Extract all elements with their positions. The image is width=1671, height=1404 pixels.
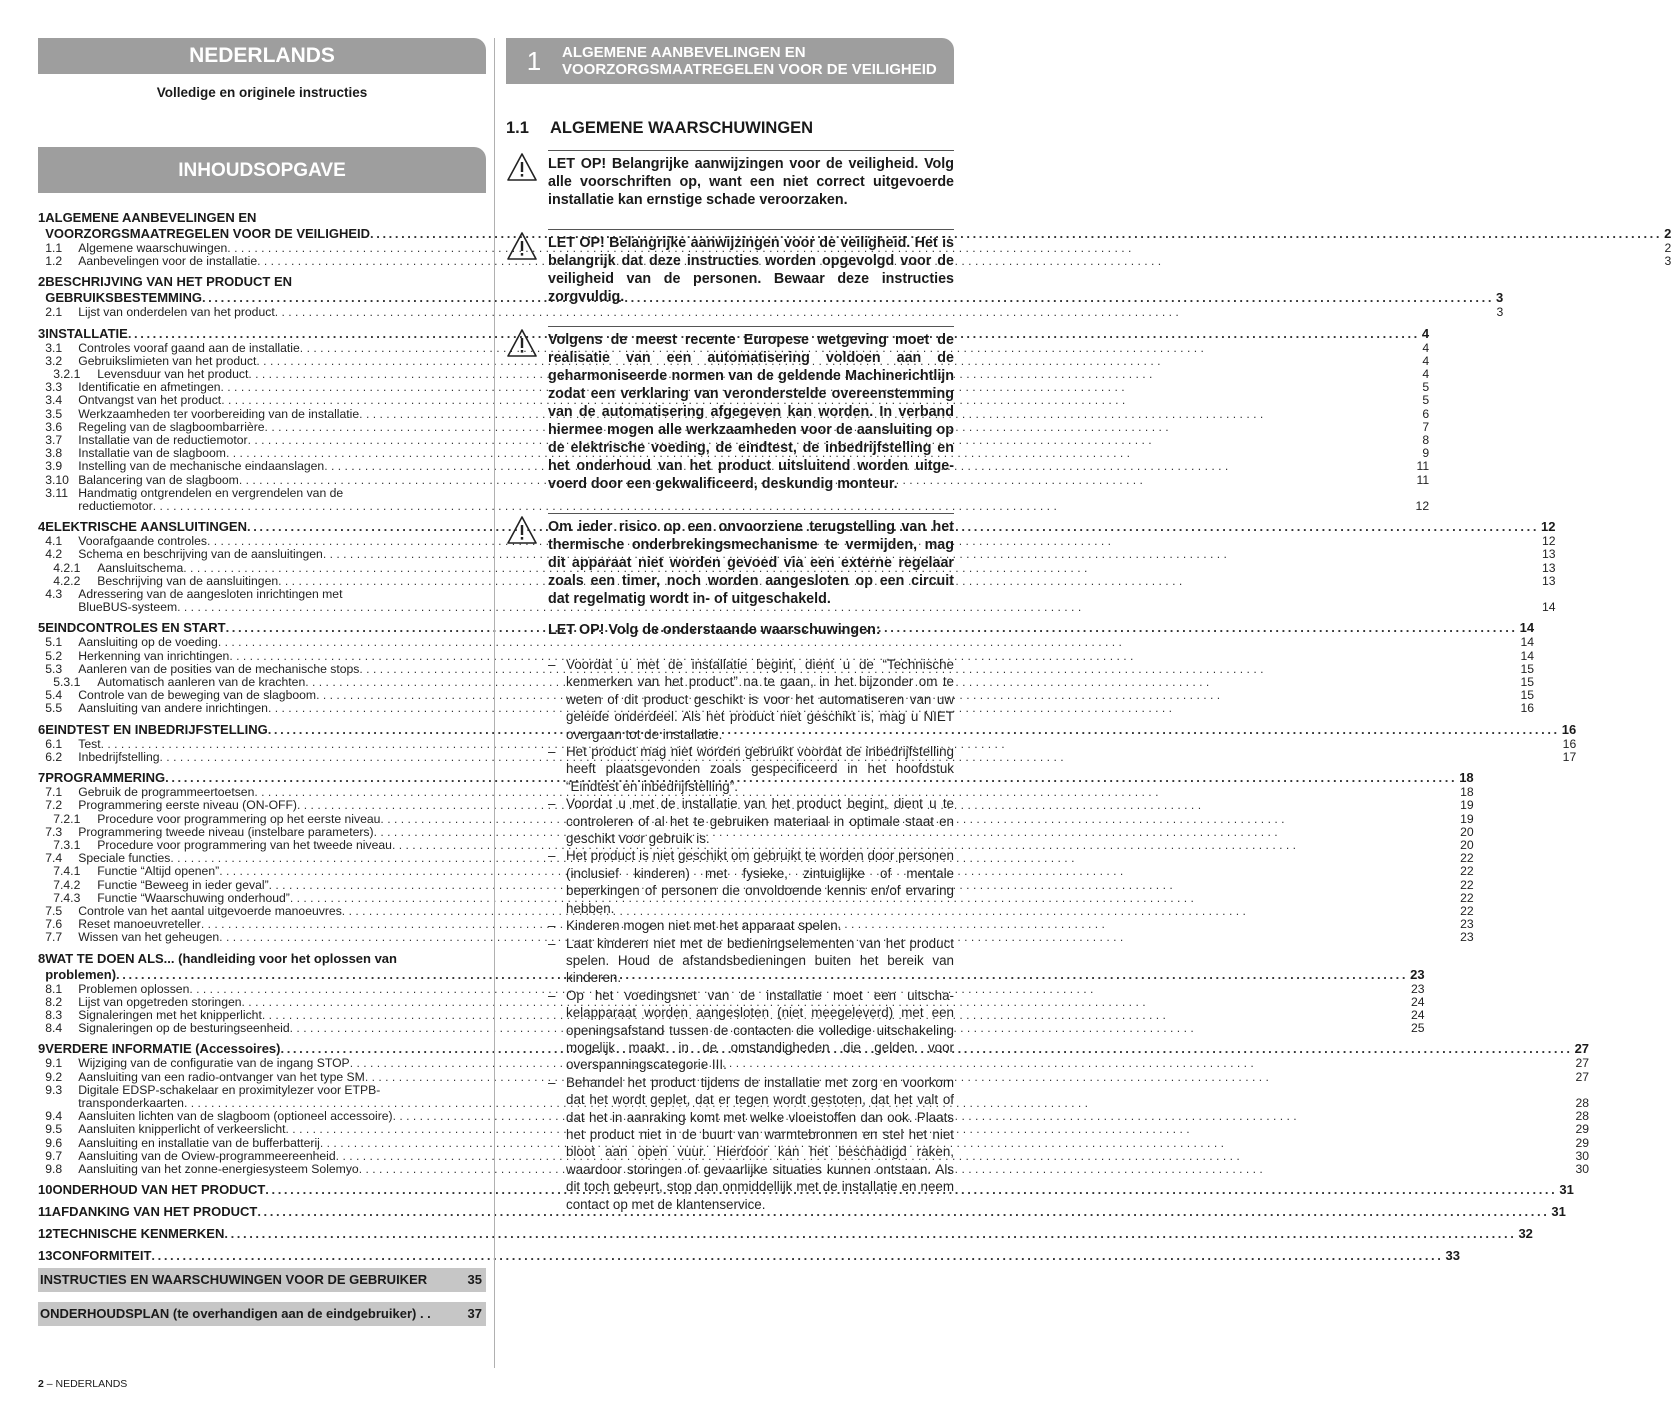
warning-text: LET OP! Belangrijke aanwijzingen voor de veiligheid. Volg alle voorschriften op, want een niet correct uitgevoerde installatie kan ernstige schade veroorzaken. [548, 150, 954, 209]
toc-item-text: Installatie van de slagboom [78, 446, 226, 461]
toc-section-title-line: ALGEMENE AANBEVELINGEN EN [45, 210, 257, 225]
toc-item-text: Aansluiting en installatie van de bufferbatterij [78, 1135, 320, 1150]
toc-item-page: 16 [1562, 736, 1577, 751]
list-item-text: Laat kinderen niet met de bedieningselementen van het product spelen. Houd de afstandsbedieningen buiten het bereik van kinderen. [566, 935, 954, 986]
toc-item-page: 16 [1520, 701, 1535, 716]
warning-triangle-icon [506, 229, 548, 306]
toc-item-page: 28 [1575, 1109, 1590, 1124]
toc-item-text: Procedure voor programmering van het tweede niveau [97, 837, 392, 852]
toc-section-body [52, 1248, 1459, 1264]
toc-section-title-page: 23 [1410, 966, 1425, 982]
toc-item-number: 8.2 [45, 994, 63, 1009]
toc-section-body [52, 1226, 1532, 1242]
page-number: 2 [38, 1378, 44, 1390]
toc-item-page: 3 [1664, 254, 1671, 269]
toc-section[interactable] [38, 210, 1671, 269]
toc-section-title-text: ONDERHOUD VAN HET PRODUCT [52, 1182, 266, 1198]
footer-label: – NEDERLANDS [43, 1378, 128, 1390]
toc-item-text: Signaleringen op de besturingseenheid [78, 1021, 290, 1036]
warning-text: Volgens de meest recente Europese wetgeving moet de realisatie van een automatisering voldoen aan de geharmoniseerde normen van de geldende Machinerichtlijn zodat een verklaring van veronderstelde overeenstemming van de automatisering afgegeven kan worden. In verband hiermee mogen alle werkzaamheden voor de aansluiting op de elektrische voeding, de eindtest, de inbedrijfstelling en het onderhoud van het product uitsluitend worden uitgevoerd door een gekwalificeerd, deskundig monteur. [548, 326, 954, 493]
toc-item-number: 7.1 [45, 785, 63, 800]
toc-item-number: 8.1 [45, 981, 63, 996]
leader-dots [151, 1248, 1443, 1264]
toc-item-page: 15 [1520, 675, 1535, 690]
toc-item-page: 4 [1422, 353, 1430, 368]
toc-item-page: 25 [1411, 1021, 1425, 1036]
toc-item-number: 9.4 [45, 1109, 63, 1124]
toc-item-number: 8.3 [45, 1007, 63, 1022]
toc-item-number: 3.9 [45, 459, 63, 474]
warning-block [506, 326, 954, 493]
toc-section-title [52, 1226, 1532, 1242]
toc-section-title-page: 2 [1664, 226, 1671, 241]
toc-section-title-text: PROGRAMMERING [45, 770, 166, 786]
toc-item-page: 12 [1541, 534, 1556, 549]
toc-item-page: 14 [1541, 600, 1556, 615]
toc-item-page: 13 [1541, 560, 1556, 575]
toc-section-number: 3 [38, 325, 46, 341]
right-column [506, 38, 954, 1213]
toc-item-page: 8 [1422, 433, 1430, 448]
toc-item-page: 30 [1575, 1148, 1590, 1163]
toc-item-page: 13 [1541, 573, 1556, 588]
toc-section-number: 7 [38, 770, 46, 786]
warning-note: LET OP! Volg de onderstaande waarschuwingen: [548, 622, 881, 638]
toc-maintenance-plan-page: 37 [467, 1306, 482, 1322]
toc-item-number: 1.2 [45, 254, 63, 269]
toc-item-page: 24 [1411, 1007, 1425, 1022]
toc-item-number: 4.1 [45, 534, 63, 549]
toc-section[interactable] [38, 274, 1504, 320]
toc-section-title-page: 27 [1574, 1041, 1590, 1057]
toc-item-number: 7.4.3 [53, 890, 81, 905]
toc-item-text: Herkenning van inrichtingen [78, 648, 230, 663]
toc-item-page: 28 [1575, 1095, 1590, 1110]
list-item [548, 847, 954, 917]
toc-item-number: 4.3 [45, 587, 63, 602]
list-item-text: Kinderen mogen niet met het apparaat spelen. [566, 918, 842, 934]
toc-section-title-text: ELEKTRISCHE AANSLUITINGEN [45, 519, 247, 535]
toc-item-page: 2 [1664, 241, 1671, 255]
toc-section-title-page: 32 [1518, 1226, 1533, 1242]
toc-item-number: 3.11 [45, 485, 69, 500]
toc-section-title-text: VERDERE INFORMATIE (Accessoires) [45, 1041, 281, 1057]
toc-item-page: 22 [1460, 903, 1474, 918]
toc-item-number: 3.5 [45, 406, 63, 421]
toc-section-number: 2 [38, 274, 46, 290]
toc-section-title-page: 3 [1496, 290, 1504, 306]
toc-item-page: 14 [1520, 648, 1535, 663]
toc-section-title-page: 14 [1519, 620, 1535, 636]
toc-item-line: Digitale EDSP-schakelaar en proximitylezer voor ETPB- [78, 1082, 381, 1097]
toc-item-page: 29 [1575, 1135, 1590, 1150]
toc-item-text: Balancering van de slagboom [78, 472, 239, 487]
toc-item-number: 7.3.1 [53, 837, 81, 852]
warning-block [506, 513, 954, 608]
list-item [548, 1074, 954, 1213]
toc-item-page: 29 [1575, 1122, 1590, 1137]
leader-dots [224, 1226, 1516, 1242]
toc-item-text: Aansluiting van het zonne-energiesysteem Solemyo [78, 1161, 359, 1176]
toc-item-text: Levensduur van het product [97, 367, 249, 382]
toc-item-number: 2.1 [45, 305, 63, 320]
toc-item-text: Regeling van de slagboombarrière [78, 419, 265, 434]
section-heading [506, 119, 954, 138]
toc-item-number: 9.7 [45, 1148, 63, 1163]
toc-item-text: Procedure voor programmering op het eerste niveau [97, 811, 381, 826]
toc-section-number: 11 [38, 1204, 52, 1220]
list-item-text: Voordat u met de installatie van het product begint, dient u te controleren of al het te gebruiken materiaal in optimale staat en geschikt voor gebruik is. [566, 796, 954, 847]
toc-item-number: 7.2.1 [53, 811, 81, 826]
toc-item-text: Lijst van onderdelen van het product [78, 305, 275, 320]
column-divider [494, 38, 495, 1368]
toc-item-text: BlueBUS-systeem [78, 600, 178, 615]
toc-item-page: 24 [1411, 994, 1425, 1009]
toc-item-text: Installatie van de reductiemotor [78, 433, 248, 448]
toc-item-text: Algemene waarschuwingen [78, 241, 228, 255]
toc-section[interactable] [38, 1204, 1566, 1220]
toc-item-text: Aansluiting van een radio-ontvanger van het type SM [78, 1069, 365, 1084]
toc-section-title-page: 12 [1541, 519, 1556, 535]
toc-item-text: Aansluiten knipperlicht of verkeerslicht [78, 1122, 286, 1137]
toc-item-text: Aansluitschema [97, 560, 184, 575]
toc-item-number: 1.1 [45, 241, 63, 255]
toc-item-text: Werkzaamheden ter voorbereiding van de installatie [78, 406, 360, 421]
toc-item-text: Ontvangst van het product [78, 393, 222, 408]
section-title: ALGEMENE WAARSCHUWINGEN [550, 119, 814, 137]
list-item-text: Voordat u met de installatie begint, dient u de “Technische kenmerken van het product” na te gaan, in het bijzonder om te weten of dit product geschikt is voor het automatiseren van uw geleide onderdeel. Als het product niet geschikt is, mag u NIET overgaan tot de installatie. [566, 657, 954, 742]
toc-item-text: Functie “Waarschuwing onderhoud” [97, 890, 290, 905]
warning-triangle-icon [506, 150, 548, 209]
toc-section-title-text: VOORZORGSMAATREGELEN VOOR DE VEILIGHEID [45, 226, 371, 241]
toc-item-line: Adressering van de aangesloten inrichtingen met [78, 587, 343, 602]
toc-section-number: 12 [38, 1226, 53, 1242]
toc-section-title-line: WAT TE DOEN ALS... (handleiding voor het oplossen van [45, 950, 397, 966]
toc-section-number: 13 [38, 1248, 53, 1264]
toc-item-page: 4 [1422, 340, 1430, 355]
toc-section-title-text: CONFORMITEIT [52, 1248, 152, 1264]
page-footer [38, 1378, 127, 1390]
toc-section-title-text: EINDTEST EN INBEDRIJFSTELLING [45, 721, 268, 737]
toc-item-page: 4 [1422, 367, 1430, 382]
toc-item-number: 3.10 [45, 472, 69, 487]
list-dash: – [548, 744, 556, 760]
warning-block [506, 150, 954, 209]
warning-triangle-icon [506, 326, 548, 493]
toc-section[interactable] [38, 1248, 1460, 1264]
toc-item-number: 9.8 [45, 1161, 63, 1176]
chapter-title-line-1: ALGEMENE AANBEVELINGEN EN [562, 44, 806, 61]
toc-section-title-text: GEBRUIKSBESTEMMING [45, 290, 202, 306]
subtitle: Volledige en originele instructies [156, 85, 368, 100]
toc-item-text: Controles vooraf gaand aan de installatie [78, 340, 300, 355]
toc-item-text: Gebruik de programmeertoetsen [78, 785, 255, 800]
warning-list [548, 656, 954, 1213]
list-dash: – [548, 796, 556, 812]
toc-item-page: 17 [1562, 749, 1577, 764]
language-title: NEDERLANDS [38, 38, 486, 74]
list-dash: – [548, 848, 556, 864]
toc-section[interactable] [38, 721, 1577, 764]
toc-item-number: 3.2 [45, 353, 63, 368]
chapter-banner [506, 38, 954, 84]
toc-section-title-text: EINDCONTROLES EN START [45, 620, 226, 636]
toc-title: INHOUDSOPGAVE [38, 147, 486, 193]
toc-section-title-text: AFDANKING VAN HET PRODUCT [51, 1204, 258, 1220]
toc-section-number: 5 [38, 620, 46, 636]
toc-item-number: 8.4 [45, 1021, 63, 1036]
toc-item-text: Aansluiten lichten van de slagboom (optioneel accessoire) [78, 1109, 393, 1124]
warning-triangle-icon [506, 513, 548, 608]
toc-item-number: 9.2 [45, 1069, 63, 1084]
list-item-text: Het product mag niet worden gebruikt voordat de inbedrijfstelling heeft plaatsgevonden zoals gespecificeerd in het hoofdstuk “Eindtest en inbedrijfstelling”. [566, 744, 954, 794]
toc-item-text: Functie “Beweeg in ieder geval” [97, 877, 269, 892]
list-item [548, 935, 954, 987]
toc-item-number: 9.6 [45, 1135, 63, 1150]
toc-item-page: 20 [1460, 824, 1474, 839]
section-number: 1.1 [506, 119, 529, 137]
toc-item-page: 30 [1575, 1161, 1590, 1176]
toc-section-title-text: INSTALLATIE [45, 325, 128, 341]
toc-item-page: 12 [1415, 499, 1430, 514]
toc-item-number: 7.4.1 [53, 864, 81, 879]
toc-item-page: 6 [1422, 406, 1430, 421]
toc-item-page: 27 [1575, 1069, 1590, 1084]
toc-item-number: 5.2 [45, 648, 63, 663]
toc-item-number: 7.3 [45, 824, 63, 839]
toc-item-number: 7.4 [45, 851, 63, 866]
toc-item-number: 5.5 [45, 701, 63, 716]
toc-item-page: 22 [1460, 864, 1474, 879]
toc-section-title-page: 31 [1551, 1204, 1566, 1220]
toc-section-number: 10 [38, 1182, 53, 1198]
toc-item-page: 15 [1520, 688, 1535, 703]
toc-item-number: 4.2 [45, 547, 63, 562]
toc-item-page: 11 [1416, 459, 1430, 474]
warning-text: LET OP! Belangrijke aanwijzingen voor de veiligheid. Het is belangrijk dat deze instructies worden opgevolgd voor de veiligheid van de personen. Bewaar deze instructies zorgvuldig. [548, 229, 954, 306]
toc-item-text: Functie “Altijd openen” [97, 864, 220, 879]
toc-item-text: Lijst van opgetreden storingen [78, 994, 242, 1009]
toc-item-text: Aansluiting op de voeding [78, 635, 218, 650]
list-item-text: Het product is niet geschikt om gebruikt te worden door personen (inclusief kinderen) met fysieke, zintuiglijke of mentale beperkingen of personen die onvoldoende kennis en/of ervaring hebben. [566, 848, 954, 916]
list-dash: – [548, 935, 556, 951]
toc-item-text: Programmering tweede niveau (instelbare parameters) [78, 824, 374, 839]
toc-item-number: 6.2 [45, 749, 63, 764]
list-dash: – [548, 657, 556, 672]
toc-section-number: 9 [38, 1041, 46, 1057]
toc-item-text: Aansluiting van de Oview-programmeereenheid [78, 1148, 336, 1163]
list-item [548, 656, 954, 743]
toc-section-number: 8 [38, 950, 46, 966]
toc-item-number: 7.6 [45, 917, 63, 932]
toc-item-text: Aanleren van de posities van de mechanische stops [78, 661, 360, 676]
list-dash: – [548, 1074, 556, 1090]
toc-item-page: 5 [1422, 380, 1430, 395]
toc-item-number: 5.1 [45, 635, 63, 650]
toc-item-page: 9 [1422, 446, 1430, 461]
toc-item-number: 9.5 [45, 1122, 63, 1137]
toc-item-text: Controle van het aantal uitgevoerde manoeuvres [78, 903, 342, 918]
toc-item-number: 4.2.1 [53, 560, 81, 575]
toc-item-number: 7.7 [45, 930, 63, 945]
toc-item-text: Signaleringen met het knipperlicht [78, 1007, 262, 1022]
toc-item-text: Automatisch aanleren van de krachten [97, 675, 306, 690]
toc-item-number: 3.3 [45, 380, 63, 395]
toc-item-page: 23 [1460, 930, 1474, 945]
toc-section-title-line [52, 1226, 1532, 1242]
toc-item-page: 11 [1416, 472, 1430, 487]
warning-text: Om ieder risico op een onvoorziene terugstelling van het thermische onderbrekingsmechanisme te vermijden, mag dit apparaat niet worden gevoed via een externe regelaar zoals een timer, noch worden aangesloten op een circuit dat regelmatig wordt in- of uitgeschakeld. [548, 513, 954, 608]
toc-item-page: 19 [1460, 811, 1474, 826]
toc-item-page: 3 [1496, 305, 1504, 320]
toc-item-page: 7 [1422, 419, 1430, 434]
toc-item-number: 3.6 [45, 419, 63, 434]
toc-section-number: 1 [38, 210, 46, 225]
toc-item-text: Inbedrijfstelling [78, 749, 160, 764]
list-item [548, 795, 954, 847]
warning-block [506, 229, 954, 306]
toc-item-number: 3.8 [45, 446, 63, 461]
list-item-text: Op het voedingsnet van de installatie moet een uitschakelapparaat worden aangesloten (niet meegeleverd) met een openingsafstand tussen de contacten die volledige uitschakeling mogelijk maakt in de omstandigheden die gelden voor overspanningscategorie III. [566, 987, 954, 1073]
toc-item-page: 23 [1460, 917, 1474, 932]
list-item [548, 743, 954, 795]
toc-item-text: Schema en beschrijving van de aansluitingen [78, 547, 323, 562]
toc-item-text: Beschrijving van de aansluitingen [97, 573, 279, 588]
toc-item-page: 23 [1411, 981, 1425, 996]
list-dash: – [548, 918, 556, 934]
toc-item-page: 5 [1422, 393, 1430, 408]
toc-item-text: Test [78, 736, 101, 751]
toc-item-text: transponderkaarten [78, 1095, 184, 1110]
toc-item-page: 22 [1460, 851, 1474, 866]
toc-section-title-text: problemen) [45, 966, 117, 982]
toc-item-page: 27 [1575, 1056, 1590, 1071]
toc-item-number: 7.2 [45, 798, 63, 813]
toc-section[interactable] [38, 1226, 1533, 1242]
list-item [548, 917, 954, 934]
toc-item-text: Identificatie en afmetingen [78, 380, 221, 395]
toc-user-instructions-label: INSTRUCTIES EN WAARSCHUWINGEN VOOR DE GEBRUIKER [40, 1272, 428, 1288]
toc-section-title-page: 18 [1459, 770, 1474, 786]
toc-item-page: 22 [1460, 877, 1474, 892]
toc-item-text: Wijziging van de configuratie van de ingang STOP [78, 1056, 350, 1071]
toc-item-text: Wissen van het geheugen [78, 930, 220, 945]
toc-section-title-line: BESCHRIJVING VAN HET PRODUCT EN [45, 274, 293, 290]
toc-section-title-text: TECHNISCHE KENMERKEN [52, 1226, 225, 1242]
toc-item-number: 9.3 [45, 1082, 63, 1097]
toc-section[interactable] [38, 1182, 1574, 1198]
toc-item-number: 5.3.1 [53, 675, 81, 690]
toc-item-text: Instelling van de mechanische eindaanslagen [78, 459, 325, 474]
toc-item-text: Problemen oplossen [78, 981, 190, 996]
toc-item-number: 3.7 [45, 433, 63, 448]
toc-item-page: 22 [1460, 890, 1474, 905]
list-item-text: Behandel het product tijdens de installatie met zorg en voorkom dat het wordt geplet, dat er tegen wordt gestoten, dat het valt of dat het in aanraking komt met welke vloeistoffen dan ook. Plaats het product niet in de buurt van warmtebronnen en stel het niet bloot aan open vuur. Hierdoor kan het beschadigd raken, waardoor storingen of gevaarlijke situaties kunnen ontstaan. Als dit toch gebeurt, stop dan onmiddellijk met de installatie en neem contact op met de klantenservice. [566, 1074, 954, 1212]
chapter-number: 1 [526, 45, 542, 76]
toc-section-title-line [52, 1248, 1459, 1264]
toc-item-number: 5.3 [45, 661, 63, 676]
toc-item-text: Gebruikslimieten van het product [78, 353, 257, 368]
toc-item-page: 13 [1541, 547, 1556, 562]
toc-item-page: 15 [1520, 661, 1535, 676]
toc-section-title-page: 31 [1559, 1182, 1574, 1198]
toc-item-number: 3.2.1 [53, 367, 81, 382]
toc-item-number: 3.1 [45, 340, 63, 355]
toc-item-line: Handmatig ontgrendelen en vergrendelen van de [78, 485, 344, 500]
toc-item-number: 3.4 [45, 393, 63, 408]
leader-dots [257, 255, 1662, 268]
toc-section-title-page: 4 [1421, 325, 1430, 341]
toc-maintenance-plan-label: ONDERHOUDSPLAN (te overhandigen aan de eindgebruiker) . . [40, 1306, 431, 1322]
toc-section-number: 6 [38, 721, 46, 737]
toc-item-text: Reset manoeuvreteller [78, 917, 201, 932]
toc-maintenance-plan[interactable] [38, 1302, 486, 1326]
toc-item-number: 9.1 [45, 1056, 63, 1071]
toc-user-instructions[interactable] [38, 1268, 486, 1292]
chapter-title-line-2: VOORZORGSMAATREGELEN VOOR DE VEILIGHEID [562, 61, 937, 78]
toc-item-text: Aanbevelingen voor de installatie [78, 254, 258, 269]
toc-item-page: 19 [1460, 798, 1474, 813]
toc-item-number: 7.5 [45, 903, 63, 918]
toc-item-number: 5.4 [45, 688, 63, 703]
toc-item-number: 6.1 [45, 736, 63, 751]
list-item [548, 987, 954, 1074]
toc-item-page: 20 [1460, 837, 1474, 852]
toc-item-text: Aansluiting van andere inrichtingen [78, 701, 268, 716]
toc-section-title [52, 1248, 1459, 1264]
toc-item-text: Controle van de beweging van de slagboom [78, 688, 317, 703]
toc-section-number: 4 [38, 519, 46, 535]
toc-item-number: 7.4.2 [53, 877, 81, 892]
toc-item-page: 18 [1460, 785, 1474, 800]
toc-item-text: Voorafgaande controles [78, 534, 207, 549]
toc-item-page: 14 [1520, 635, 1535, 650]
list-dash: – [548, 987, 556, 1003]
toc-item-text: reductiemotor [78, 499, 153, 514]
toc-item-text: Programmering eerste niveau (ON-OFF) [78, 798, 297, 813]
toc-item-text: Speciale functies [78, 851, 171, 866]
toc-section-title-page: 33 [1445, 1248, 1460, 1264]
toc-item-number: 4.2.2 [53, 573, 81, 588]
chapter-title [562, 44, 937, 78]
toc-section-title-page: 16 [1561, 721, 1577, 737]
toc-user-instructions-page: 35 [467, 1272, 482, 1288]
